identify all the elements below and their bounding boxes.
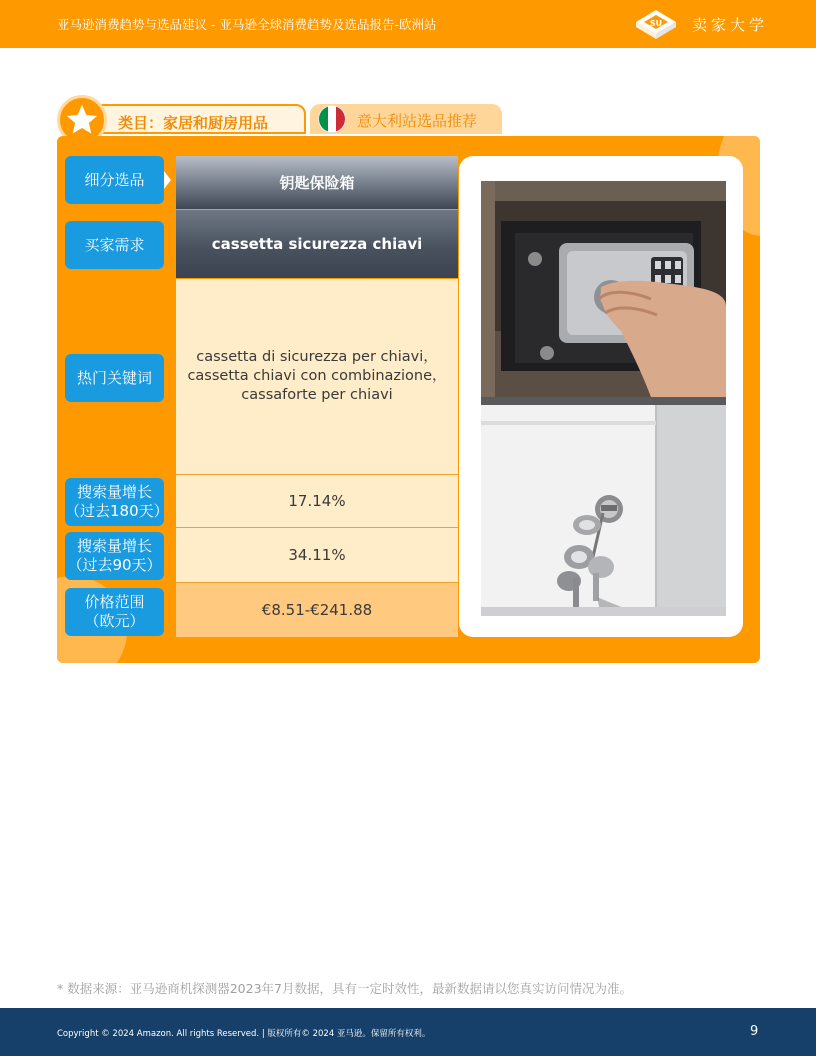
site-tab [310, 104, 502, 134]
category-tab [76, 104, 306, 134]
brand [632, 6, 768, 42]
value-growth-180: 17.14% [176, 475, 458, 527]
label-price-range: 价格范围 （欧元） [65, 588, 164, 636]
footer-bar [0, 1008, 816, 1056]
label-hot-keywords: 热门关键词 [65, 354, 164, 402]
label-subcategory: 细分选品 [65, 156, 164, 204]
svg-text:SU: SU [649, 19, 663, 28]
italy-flag-icon [318, 105, 346, 133]
site-label: 意大利站选品推荐 [357, 112, 478, 130]
safe-photo-hand [481, 181, 726, 397]
copyright: Copyright © 2024 Amazon. All rights Reserved. | 版权所有© 2024 亚马逊。保留所有权利。 [57, 1029, 431, 1039]
footnote: * 数据来源：亚马逊商机探测器2023年7月数据，具有一定时效性，最新数据请以您真实访问情况为准。 [57, 981, 632, 996]
category-label: 类目：家居和厨房用品 [118, 114, 269, 132]
star-icon [64, 102, 100, 138]
brand-text: 卖家大学 [692, 15, 769, 34]
header-bar [0, 0, 816, 48]
page-number: 9 [750, 1024, 759, 1039]
label-growth-180: 搜索量增长 （过去180天） [65, 478, 164, 526]
label-pointer [164, 171, 171, 189]
book-logo-icon [632, 6, 680, 42]
value-hot-keywords: cassetta di sicurezza per chiavi， cassetta chiavi con combinazione， cassaforte per chiavi [176, 279, 458, 474]
safe-photo-keys [481, 397, 726, 616]
value-price-range: €8.51-€241.88 [176, 583, 458, 637]
header-title: 亚马逊消费趋势与选品建议 - 亚马逊全球消费趋势及选品报告-欧洲站 [57, 17, 437, 32]
label-growth-90: 搜索量增长 （过去90天） [65, 532, 164, 580]
label-buyer-need: 买家需求 [65, 221, 164, 269]
value-growth-90: 34.11% [176, 528, 458, 582]
value-subcategory: 钥匙保险箱 [176, 156, 458, 209]
value-buyer-need: cassetta sicurezza chiavi [176, 210, 458, 278]
